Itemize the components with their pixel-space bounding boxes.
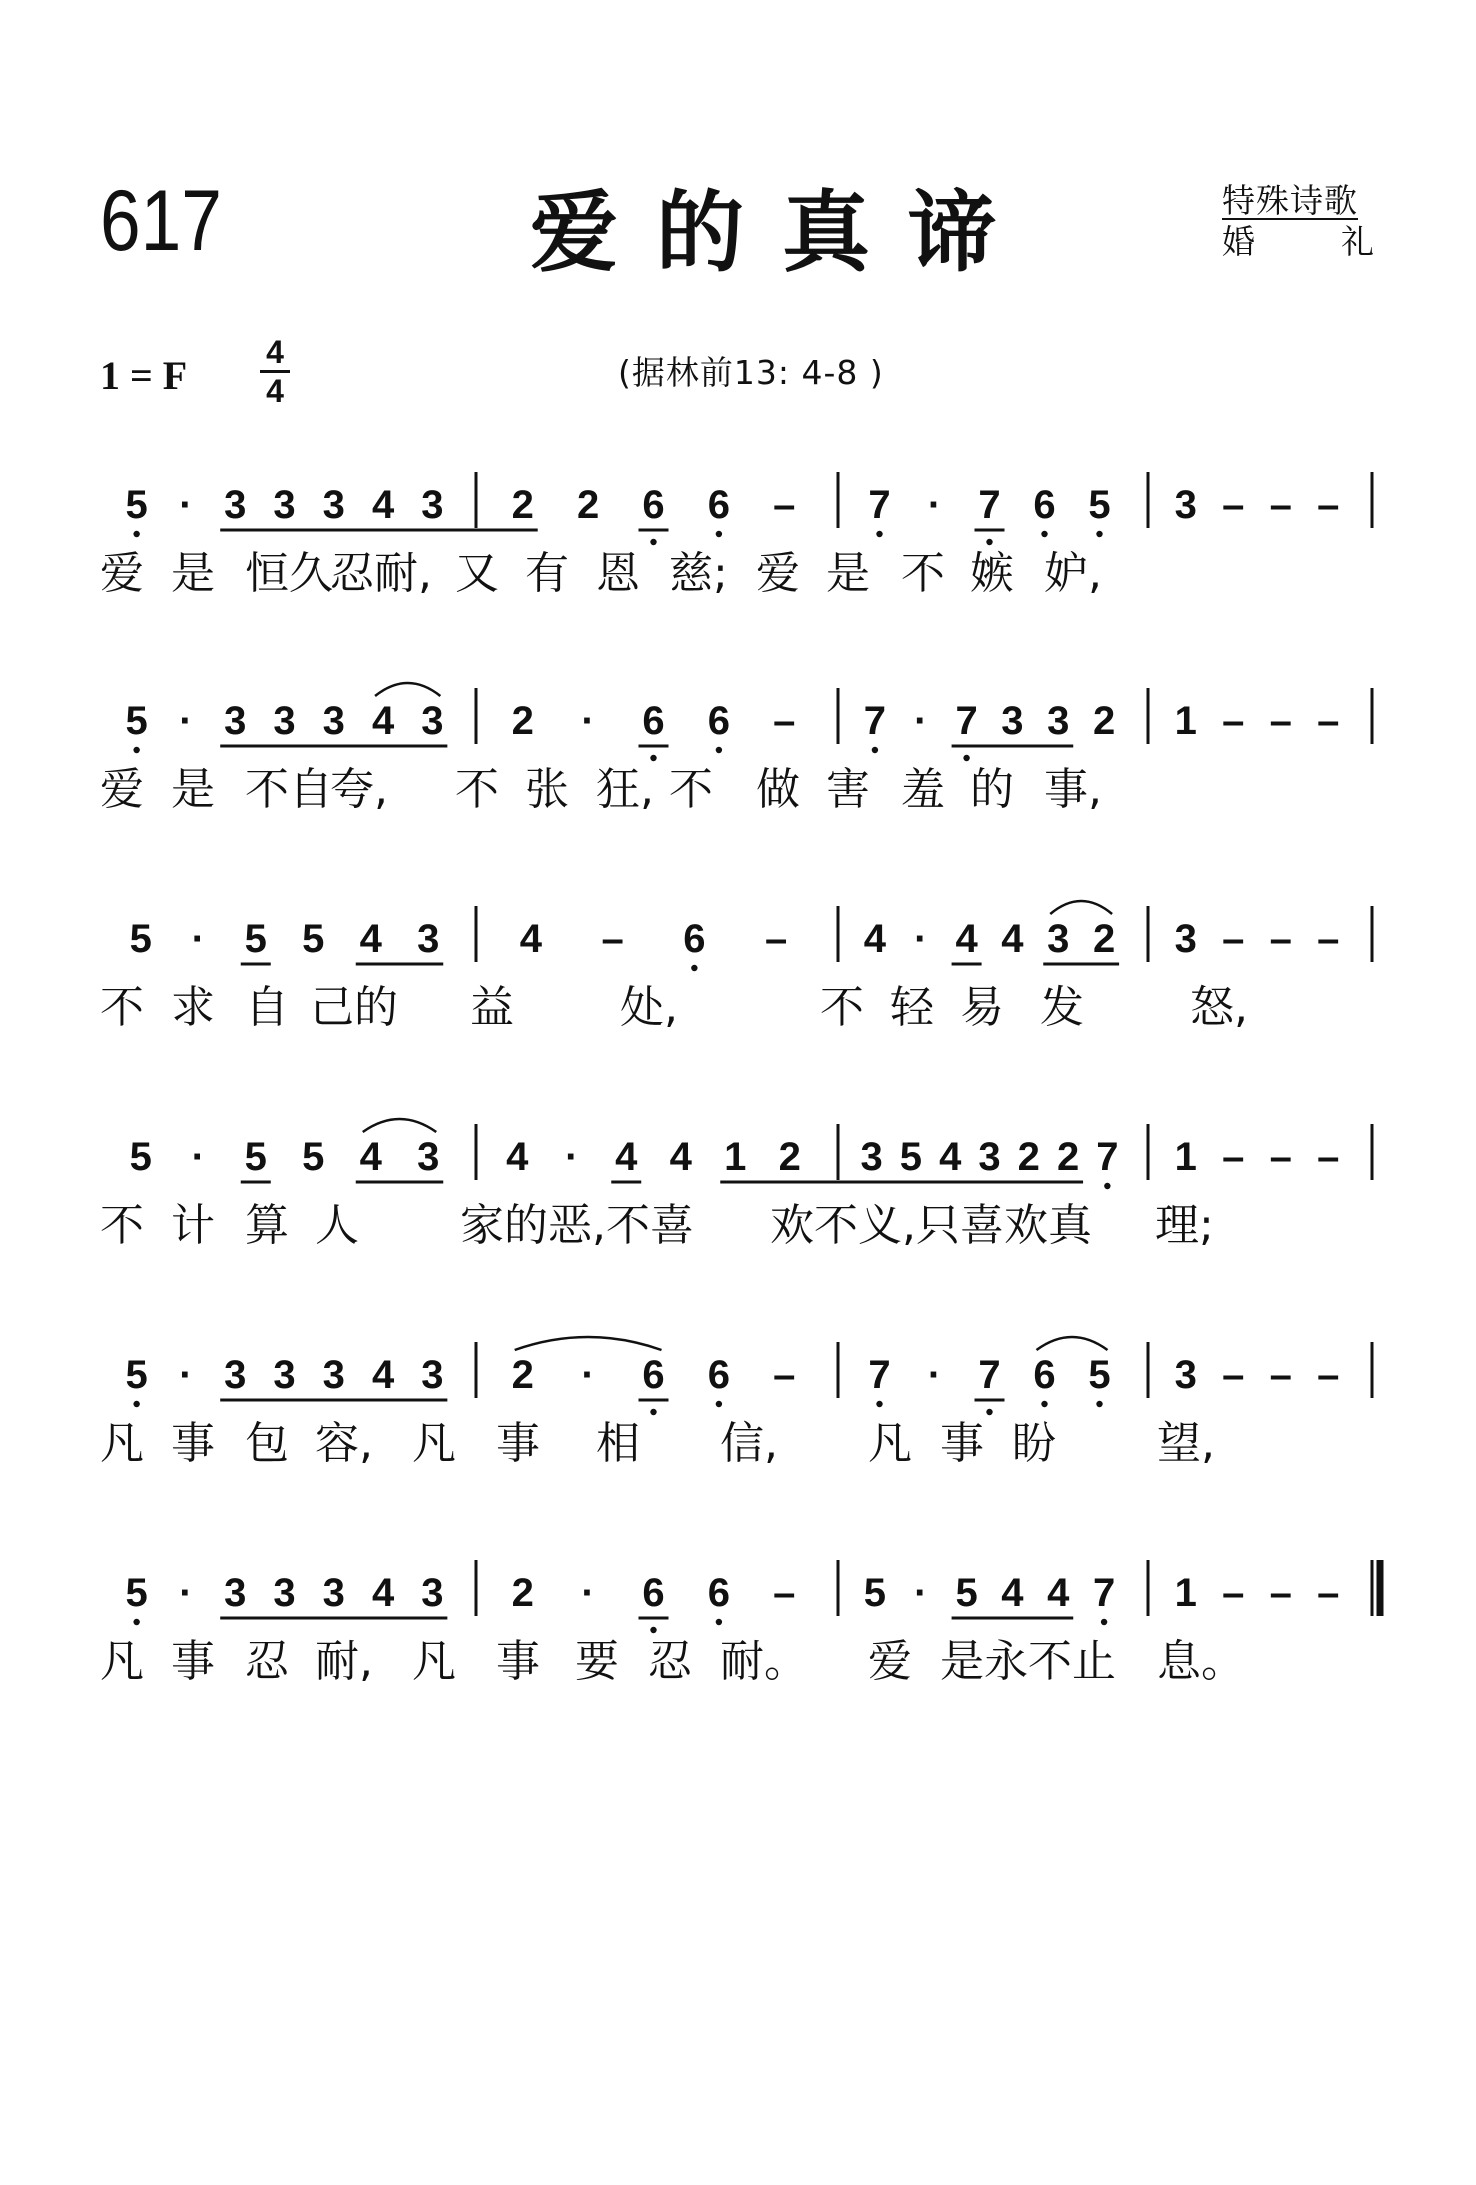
dash-mark: –	[1317, 1135, 1340, 1179]
note: 1	[724, 1135, 747, 1179]
octave-dot	[1096, 531, 1102, 537]
lyric-line	[0, 1418, 1476, 1482]
note: 4	[371, 1353, 395, 1397]
note: 6	[707, 1353, 731, 1397]
lyric-syllable: 望,	[1157, 1418, 1215, 1469]
note: 3	[322, 483, 345, 527]
octave-dot	[1041, 531, 1047, 537]
dash-mark: –	[1222, 917, 1245, 961]
music-line	[0, 1104, 1476, 1251]
lyric-syllable: 爱	[100, 548, 144, 599]
lyric-syllable: 盼	[1012, 1418, 1056, 1469]
dash-mark: –	[1317, 483, 1340, 527]
note: 5	[302, 917, 325, 961]
lyric-syllable: 欢不义,只喜欢真	[770, 1200, 1092, 1251]
dash-mark: –	[1222, 1353, 1245, 1397]
note: 4	[863, 917, 887, 961]
note: 3	[273, 699, 296, 743]
dash-mark: –	[1269, 1135, 1292, 1179]
lyric-syllable: 不	[100, 1200, 144, 1251]
octave-dot	[986, 539, 992, 545]
note: 3	[224, 699, 247, 743]
lyric-syllable: 忍	[245, 1636, 289, 1687]
lyric-syllable: 做	[756, 764, 800, 815]
note: 3	[1174, 483, 1197, 527]
note: 3	[224, 1571, 247, 1615]
dot-mark: ·	[914, 917, 928, 961]
octave-dot	[1104, 1183, 1110, 1189]
note: 4	[506, 1135, 529, 1179]
note: 5	[244, 917, 267, 961]
subcategory-char-2: 礼	[1341, 222, 1374, 261]
lyric-syllable: 益	[470, 982, 514, 1033]
note: 3	[224, 1353, 247, 1397]
scripture-source: (据林前13: 4-8 )	[618, 353, 884, 392]
note: 3	[1174, 917, 1197, 961]
notation-svg	[0, 668, 1476, 768]
note: 2	[511, 483, 534, 527]
dot-mark: ·	[191, 917, 205, 961]
music-line	[0, 452, 1476, 599]
octave-dot	[133, 1401, 139, 1407]
lyric-syllable: 求	[171, 982, 215, 1033]
octave-dot	[876, 1401, 882, 1407]
note: 3	[421, 1353, 444, 1397]
note: 7	[863, 699, 887, 743]
note: 2	[511, 1571, 534, 1615]
note: 4	[615, 1135, 638, 1179]
lyric-syllable: 凡	[100, 1636, 144, 1687]
lyric-syllable: 爱	[868, 1636, 912, 1687]
note: 5	[125, 483, 148, 527]
dash-mark: –	[1317, 917, 1340, 961]
note: 4	[1001, 917, 1024, 961]
lyric-syllable: 发	[1040, 982, 1084, 1033]
note: 1	[1174, 1571, 1197, 1615]
note: 3	[1174, 1353, 1197, 1397]
lyric-syllable: 人	[315, 1200, 359, 1251]
note: 6	[642, 1571, 665, 1615]
lyric-syllable: 凡	[412, 1636, 456, 1687]
note: 3	[860, 1135, 883, 1179]
note: 7	[1096, 1135, 1119, 1179]
notation-svg	[0, 1322, 1476, 1422]
octave-dot	[133, 531, 139, 537]
note: 6	[1033, 1353, 1056, 1397]
lyric-syllable: 不	[455, 764, 499, 815]
note: 6	[707, 1571, 731, 1615]
dash-mark: –	[1269, 1353, 1292, 1397]
key-signature: 1 = F	[100, 353, 188, 398]
note: 5	[955, 1571, 978, 1615]
lyric-syllable: 不	[820, 982, 864, 1033]
tie-arc	[375, 683, 440, 696]
note: 3	[421, 483, 444, 527]
lyric-syllable: 包	[245, 1418, 289, 1469]
lyric-syllable: 是	[171, 548, 215, 599]
lyric-syllable: 嫉	[970, 548, 1014, 599]
note: 3	[417, 1135, 440, 1179]
lyric-syllable: 事	[496, 1636, 540, 1687]
note: 3	[322, 699, 345, 743]
lyric-syllable: 事	[171, 1636, 215, 1687]
lyric-syllable: 不	[901, 548, 945, 599]
lyric-syllable: 害	[826, 764, 870, 815]
notation-svg	[0, 1104, 1476, 1204]
note: 5	[863, 1571, 887, 1615]
lyric-line	[0, 1200, 1476, 1264]
subcategory-char-1: 婚	[1222, 222, 1255, 261]
lyric-syllable: 怒,	[1190, 982, 1248, 1033]
note: 2	[778, 1135, 801, 1179]
music-line	[0, 1540, 1476, 1687]
octave-dot	[133, 747, 139, 753]
note: 4	[519, 917, 542, 961]
note: 2	[511, 1353, 534, 1397]
note: 5	[125, 1353, 148, 1397]
dot-mark: ·	[179, 483, 193, 527]
octave-dot	[1096, 1401, 1102, 1407]
lyric-syllable: 易	[960, 982, 1004, 1033]
note: 2	[1056, 1135, 1080, 1179]
note: 2	[511, 699, 534, 743]
note: 3	[421, 1571, 444, 1615]
note: 3	[273, 1571, 296, 1615]
note: 3	[224, 483, 247, 527]
dot-mark: ·	[179, 1571, 193, 1615]
lyric-line	[0, 1636, 1476, 1700]
tie-arc	[1050, 901, 1112, 914]
note: 4	[669, 1135, 692, 1179]
lyric-syllable: 有	[525, 548, 569, 599]
lyric-syllable: 相	[596, 1418, 640, 1469]
note: 3	[322, 1571, 345, 1615]
lyric-syllable: 忍	[648, 1636, 692, 1687]
note: 2	[576, 483, 600, 527]
note: 4	[939, 1135, 962, 1179]
lyric-syllable: 张	[525, 764, 569, 815]
lyric-syllable: 事	[496, 1418, 540, 1469]
note: 3	[1001, 699, 1024, 743]
note: 5	[129, 1135, 152, 1179]
dot-mark: ·	[914, 1571, 928, 1615]
note: 3	[421, 699, 444, 743]
note: 5	[1088, 1353, 1111, 1397]
dash-mark: –	[1222, 1571, 1245, 1615]
note: 3	[1047, 699, 1070, 743]
lyric-syllable: 是永不止	[940, 1636, 1116, 1687]
lyric-syllable: 狂,	[596, 764, 654, 815]
note: 6	[1033, 483, 1056, 527]
octave-dot	[650, 755, 656, 761]
note: 6	[683, 917, 706, 961]
lyric-syllable: 不自	[245, 764, 333, 815]
note: 3	[417, 917, 440, 961]
music-line	[0, 1322, 1476, 1469]
dot-mark: ·	[179, 1353, 193, 1397]
dot-mark: ·	[914, 699, 928, 743]
dash-mark: –	[773, 483, 796, 527]
note: 4	[1001, 1571, 1024, 1615]
dot-mark: ·	[179, 699, 193, 743]
lyric-syllable: 又	[455, 548, 499, 599]
note: 1	[1174, 699, 1197, 743]
dash-mark: –	[1317, 1353, 1340, 1397]
dash-mark: –	[1222, 483, 1245, 527]
dash-mark: –	[773, 1571, 796, 1615]
notation-svg	[0, 886, 1476, 986]
note: 7	[978, 483, 1001, 527]
lyric-syllable: 忍耐,	[330, 548, 432, 599]
lyric-syllable: 的	[970, 764, 1014, 815]
lyric-syllable: 轻	[890, 982, 934, 1033]
dash-mark: –	[1269, 1571, 1292, 1615]
dot-mark: ·	[927, 1353, 942, 1397]
lyric-syllable: 慈;	[669, 548, 728, 599]
notation-svg	[0, 452, 1476, 552]
hymn-title: 爱的真谛	[530, 180, 1035, 284]
octave-dot	[963, 755, 969, 761]
lyric-syllable: 是	[171, 764, 215, 815]
octave-dot	[650, 1627, 656, 1633]
dot-mark: ·	[565, 1135, 579, 1179]
lyric-syllable: 爱	[756, 548, 800, 599]
hymn-number: 617	[100, 173, 222, 269]
lyric-syllable: 要	[575, 1636, 619, 1687]
note: 6	[642, 699, 665, 743]
note: 3	[322, 1353, 345, 1397]
note: 2	[1017, 1135, 1040, 1179]
note: 4	[359, 1135, 382, 1179]
tie-arc	[1037, 1337, 1108, 1350]
note: 6	[642, 1353, 665, 1397]
note: 7	[1092, 1571, 1116, 1615]
dot-mark: ·	[581, 1571, 595, 1615]
time-signature-bottom: 4	[266, 373, 284, 409]
note: 2	[1092, 699, 1116, 743]
lyric-syllable: 事	[171, 1418, 215, 1469]
note: 3	[273, 1353, 296, 1397]
lyric-syllable: 凡	[100, 1418, 144, 1469]
octave-dot	[986, 1409, 992, 1415]
lyric-syllable: 处,	[620, 982, 678, 1033]
lyric-syllable: 羞	[901, 764, 945, 815]
note: 7	[868, 1353, 891, 1397]
note: 4	[1047, 1571, 1070, 1615]
lyric-syllable: 耐,	[315, 1636, 373, 1687]
dash-mark: –	[765, 917, 788, 961]
lyric-syllable: 算	[245, 1200, 289, 1251]
lyric-syllable: 己的	[310, 982, 398, 1033]
tie-arc	[515, 1337, 662, 1350]
note: 4	[371, 1571, 395, 1615]
octave-dot	[650, 539, 656, 545]
lyric-syllable: 信,	[720, 1418, 778, 1469]
octave-dot	[716, 747, 722, 753]
note: 7	[868, 483, 891, 527]
lyric-syllable: 妒,	[1044, 548, 1102, 599]
lyric-syllable: 息。	[1157, 1636, 1245, 1687]
note: 3	[978, 1135, 1001, 1179]
dash-mark: –	[1269, 483, 1292, 527]
dash-mark: –	[601, 917, 624, 961]
lyric-syllable: 恩	[596, 548, 640, 599]
octave-dot	[716, 531, 722, 537]
note: 6	[642, 483, 665, 527]
lyric-syllable: 恒久	[245, 548, 333, 599]
note: 1	[1174, 1135, 1197, 1179]
lyric-syllable: 理;	[1155, 1200, 1214, 1251]
dash-mark: –	[1317, 699, 1340, 743]
lyric-syllable: 不	[669, 764, 713, 815]
octave-dot	[1101, 1619, 1107, 1625]
octave-dot	[716, 1401, 722, 1407]
octave-dot	[876, 531, 882, 537]
category-block	[1222, 181, 1374, 261]
note: 4	[359, 917, 382, 961]
lyric-syllable: 耐。	[720, 1636, 808, 1687]
dash-mark: –	[773, 1353, 796, 1397]
dash-mark: –	[1222, 1135, 1245, 1179]
dash-mark: –	[1269, 917, 1292, 961]
lyric-syllable: 家的恶,不喜	[460, 1200, 694, 1251]
music-line	[0, 668, 1476, 815]
octave-dot	[650, 1409, 656, 1415]
tie-arc	[363, 1119, 437, 1132]
lyric-syllable: 事	[940, 1418, 984, 1469]
lyric-line	[0, 548, 1476, 612]
note: 5	[129, 917, 152, 961]
note: 2	[1092, 917, 1116, 961]
dot-mark: ·	[581, 1353, 595, 1397]
lyric-syllable: 夸,	[330, 764, 388, 815]
lyric-syllable: 凡	[412, 1418, 456, 1469]
dash-mark: –	[1222, 699, 1245, 743]
note: 3	[1047, 917, 1070, 961]
note: 7	[955, 699, 978, 743]
note: 5	[125, 699, 148, 743]
lyric-syllable: 事,	[1044, 764, 1102, 815]
lyric-syllable: 爱	[100, 764, 144, 815]
music-line	[0, 886, 1476, 1033]
lyric-syllable: 不	[100, 982, 144, 1033]
lyric-syllable: 凡	[868, 1418, 912, 1469]
octave-dot	[716, 1619, 722, 1625]
note: 6	[707, 699, 731, 743]
dash-mark: –	[1269, 699, 1292, 743]
octave-dot	[133, 1619, 139, 1625]
dot-mark: ·	[927, 483, 942, 527]
note: 6	[707, 483, 731, 527]
lyric-syllable: 是	[826, 548, 870, 599]
note: 3	[273, 483, 296, 527]
dash-mark: –	[773, 699, 796, 743]
lyric-line	[0, 982, 1476, 1046]
subcategory-label	[1222, 222, 1374, 261]
lyric-line	[0, 764, 1476, 828]
note: 7	[978, 1353, 1001, 1397]
note: 5	[1088, 483, 1111, 527]
lyric-syllable: 容,	[315, 1418, 373, 1469]
note: 5	[244, 1135, 267, 1179]
note: 4	[371, 483, 395, 527]
note: 5	[125, 1571, 148, 1615]
octave-dot	[1041, 1401, 1047, 1407]
notation-svg	[0, 1540, 1476, 1640]
dot-mark: ·	[191, 1135, 205, 1179]
dash-mark: –	[1317, 1571, 1340, 1615]
octave-dot	[691, 965, 697, 971]
note: 4	[371, 699, 395, 743]
octave-dot	[872, 747, 878, 753]
note: 5	[302, 1135, 325, 1179]
note: 5	[899, 1135, 923, 1179]
note: 4	[955, 917, 978, 961]
category-label: 特殊诗歌	[1222, 181, 1358, 220]
dot-mark: ·	[581, 699, 595, 743]
time-signature	[260, 336, 290, 407]
lyric-syllable: 计	[171, 1200, 215, 1251]
lyric-syllable: 自	[245, 982, 289, 1033]
time-signature-top: 4	[260, 336, 290, 373]
